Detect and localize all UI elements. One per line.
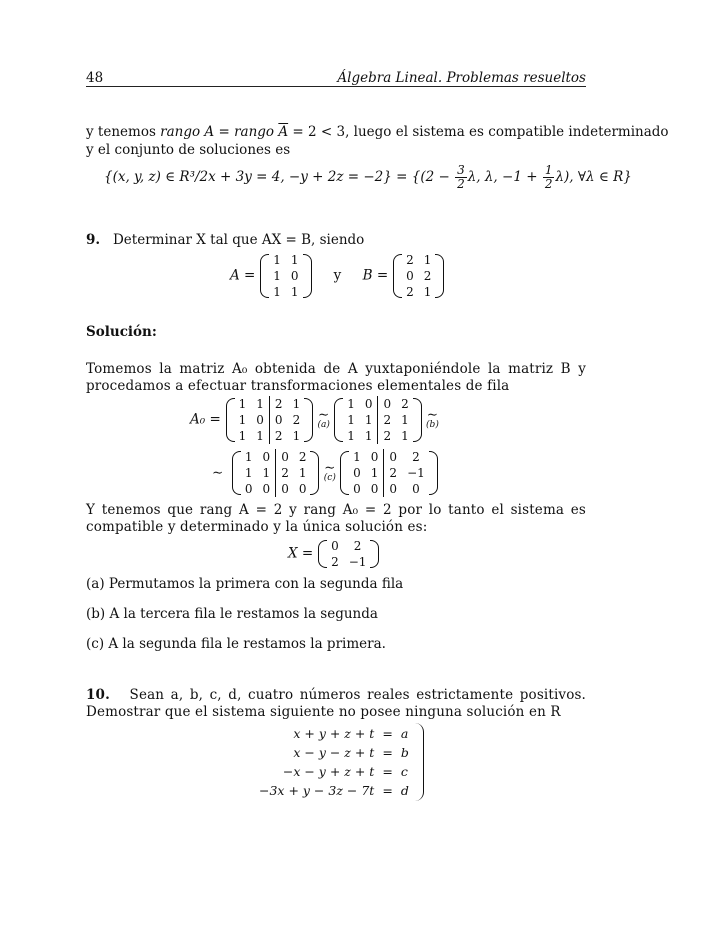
equation-row: −x − y + z + t = c [282,764,408,779]
right-brace [415,723,424,801]
system-table [254,723,414,801]
matrix-cell: 2 [383,429,392,443]
augmented-matrix [234,396,306,444]
augmented-matrix [240,449,312,497]
fraction: $\frac{1}{2}$ [544,163,553,191]
header-rule [86,86,586,87]
matrix-cell: 2 [383,413,392,427]
matrix-cell: 1 [423,253,432,267]
matrix-cell: 1 [238,397,247,411]
matrix-cell: 0 [383,397,392,411]
matrix-cell: 1 [290,253,299,267]
matrix-b [401,252,436,300]
fraction: $\frac{3}{2}$ [457,163,465,191]
matrix-cell: 1 [347,413,355,427]
augmented-matrix [348,449,430,497]
matrix-cell: 0 [389,450,398,464]
matrix-cell: 1 [298,466,307,480]
solution-set: {(x, y, z) ∈ R³/2x + 3y = 4, −y + 2z = −2} = {(2 − $\frac{3}{2}$ λ, λ, −1 + $\frac{1}{2}$ λ), ∀λ ∈ R} [104,163,632,191]
matrix-cell: 2 [389,466,398,480]
matrix-cell: 0 [298,482,307,496]
intro-line-2: y el conjunto de soluciones es [86,142,291,158]
matrix-cell: 2 [331,555,339,569]
augmented-matrix [342,396,414,444]
matrix-cell: 2 [401,397,409,411]
matrix-cell: 1 [244,450,253,464]
matrix-x [326,538,371,570]
matrix-cell: 1 [353,450,361,464]
matrix-cell: 1 [256,397,264,411]
matrix-cell: 2 [406,285,414,299]
matrix-a [268,252,303,300]
row-equivalence: ∼ (c) [323,460,336,483]
matrix-cell: 0 [364,397,373,411]
matrix-cell: 0 [274,413,283,427]
problem-10-statement: 10. Sean a, b, c, d, cuatro números reales estrictamente positivos. Demostrar que el sistema siguiente no posee ninguna solución en R [86,687,586,720]
matrix-cell: 2 [274,429,283,443]
matrix-cell: −1 [348,555,367,569]
matrix-cell: 1 [370,466,379,480]
matrix-cell: 1 [290,285,299,299]
matrix-cell: 0 [281,482,289,496]
matrix-cell: 0 [389,482,398,496]
matrix-cell: 0 [406,269,414,283]
matrix-cell: 0 [290,269,299,283]
matrix-cell: 1 [238,429,247,443]
equation-system [254,723,424,805]
note-c: (c) A la segunda fila le restamos la primera. [86,636,386,652]
matrix-cell: 0 [331,539,339,553]
matrix-cell: 1 [347,397,355,411]
problem-9-matrices: A = 1 1 1 0 1 1 y B = 2 1 0 2 2 1 [230,252,436,300]
matrix-cell: 2 [274,397,283,411]
equation-row: −3x + y − 3z − 7t = d [259,783,409,798]
row-equivalence: ∼ (a) [317,407,330,430]
matrix-cell: 1 [401,429,409,443]
equation-row: x + y + z + t = a [293,726,409,741]
matrix-cell: 1 [401,413,409,427]
matrix-cell: 2 [298,450,307,464]
reduction-row-2 [204,449,430,497]
note-b: (b) A la tercera fila le restamos la segunda [86,606,378,622]
solution-heading: Solución: [86,324,157,340]
solution-paragraph-1: Tomemos la matriz A₀ obtenida de A yuxtaponiéndole la matriz B y procedamos a efectuar transformaciones elementales de fila [86,361,586,394]
matrix-cell: 0 [370,482,379,496]
matrix-cell: 0 [281,450,289,464]
matrix-cell: 2 [423,269,432,283]
matrix-cell: 1 [273,285,281,299]
matrix-cell: 0 [370,450,379,464]
matrix-cell: 1 [364,413,373,427]
matrix-cell: 1 [238,413,247,427]
reduction-row-1: A₀ = 1 1 2 1 1 0 0 2 1 1 2 1 ∼ (a) 1 0 0 2 1 1 2 1 1 1 2 1 ∼ (b) [190,397,439,443]
intro-line-1: y tenemos rango A = rango $\overline{A} = 2 < 3$, luego el sistema es compatible indeterminado [86,124,669,140]
solution-x: X = 0 2 2 −1 [288,538,371,570]
matrix-cell: 0 [256,413,264,427]
matrix-cell: 1 [423,285,432,299]
matrix-cell: 1 [292,397,301,411]
solution-paragraph-2: Y tenemos que rang A = 2 y rang A₀ = 2 por lo tanto el sistema es compatible y determinado y la única solución es: [86,502,586,535]
row-equivalence: ∼ (b) [426,407,439,430]
matrix-cell: 1 [347,429,355,443]
matrix-cell: 2 [406,253,414,267]
matrix-cell: 1 [364,429,373,443]
problem-9-statement: 9. Determinar X tal que AX = B, siendo [86,232,365,248]
matrix-cell: 1 [262,466,271,480]
matrix-cell: 0 [244,482,253,496]
matrix-cell: 0 [353,466,361,480]
matrix-cell: 0 [262,482,271,496]
matrix-cell: 2 [412,450,420,464]
matrix-cell: 1 [273,253,281,267]
row-equivalence: ∼ [212,465,224,481]
matrix-cell: 2 [281,466,289,480]
page-number: 48 [86,70,104,86]
matrix-cell: 0 [412,482,420,496]
matrix-cell: 1 [244,466,253,480]
equation-row: x − y − z + t = b [293,745,409,760]
matrix-cell: 2 [292,413,301,427]
matrix-cell: 1 [273,269,281,283]
matrix-cell: 0 [262,450,271,464]
note-a: (a) Permutamos la primera con la segunda fila [86,576,404,592]
matrix-cell: 2 [353,539,362,553]
running-title: Álgebra Lineal. Problemas resueltos [337,70,586,86]
matrix-cell: 1 [292,429,301,443]
matrix-cell: −1 [407,466,425,480]
matrix-cell: 0 [353,482,361,496]
matrix-cell: 1 [256,429,264,443]
